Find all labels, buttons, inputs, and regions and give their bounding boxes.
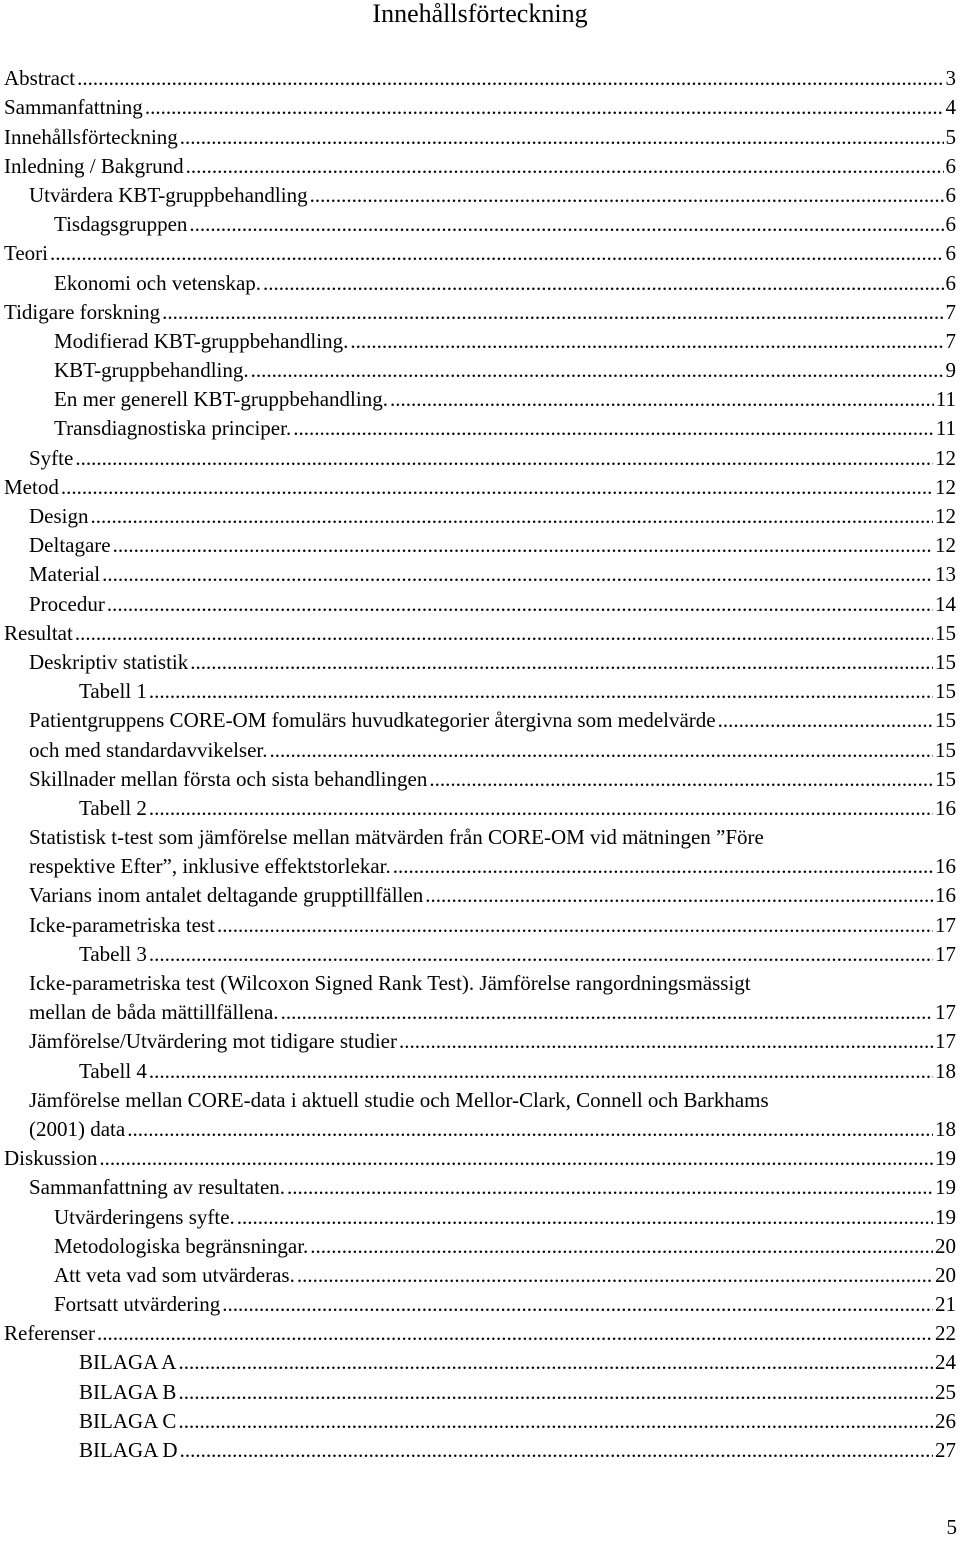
toc-leader-dots — [425, 881, 933, 910]
toc-leader-dots — [61, 473, 933, 502]
toc-entry-page: 24 — [935, 1350, 956, 1375]
toc-entry-title: Tabell 2 — [79, 795, 147, 820]
toc-entry-page: 13 — [935, 562, 956, 587]
toc-entry[interactable] — [0, 473, 960, 502]
toc-entry[interactable] — [0, 64, 960, 93]
toc-entry-title: Icke-parametriska test — [29, 912, 215, 937]
toc-entry[interactable] — [0, 1056, 960, 1085]
toc-leader-dots — [149, 940, 933, 969]
toc-entry-page: 3 — [945, 66, 956, 91]
toc-entry-page: 16 — [935, 883, 956, 908]
toc-entry[interactable] — [0, 881, 960, 910]
toc-leader-dots — [287, 1173, 933, 1202]
toc-leader-dots — [149, 1057, 933, 1086]
toc-leader-dots — [190, 648, 933, 677]
toc-entry-title: Tabell 1 — [79, 679, 147, 704]
toc-leader-dots — [281, 998, 933, 1027]
toc-entry-title: Deltagare — [29, 533, 111, 558]
toc-entry-page: 6 — [945, 241, 956, 266]
toc-entry[interactable] — [0, 735, 960, 764]
toc-entry-title: BILAGA B — [79, 1379, 177, 1404]
toc-entry-page: 7 — [945, 299, 956, 324]
toc-entry-title: Teori — [4, 241, 49, 266]
toc-leader-dots — [718, 706, 933, 735]
toc-entry-page: 4 — [945, 95, 956, 120]
toc-leader-dots — [189, 210, 943, 239]
toc-leader-dots — [350, 327, 943, 356]
toc-entry-page: 20 — [935, 1262, 956, 1287]
toc-entry-title: Deskriptiv statistik — [29, 649, 189, 674]
toc-leader-dots — [113, 531, 933, 560]
toc-entry-title: Statistisk t-test som jämförelse mellan mätvärden från CORE-OM vid mätningen ”Före — [29, 825, 764, 850]
toc-entry-page: 17 — [935, 1000, 956, 1025]
toc-leader-dots — [91, 502, 934, 531]
toc-entry[interactable] — [0, 998, 960, 1027]
toc-entry-title: och med standardavvikelser. — [29, 737, 268, 762]
toc-leader-dots — [149, 677, 933, 706]
toc-entry-title: Utvärderingens syfte. — [54, 1204, 235, 1229]
toc-entry[interactable] — [0, 531, 960, 560]
toc-entry-page: 17 — [935, 1029, 956, 1054]
toc-entry-title: Metodologiska begränsningar. — [54, 1233, 309, 1258]
toc-leader-dots — [310, 1232, 933, 1261]
toc-leader-dots — [180, 1436, 933, 1465]
toc-entry[interactable] — [0, 152, 960, 181]
toc-entry[interactable] — [0, 706, 960, 735]
toc-entry[interactable] — [0, 794, 960, 823]
toc-entry-title: Abstract — [4, 66, 76, 91]
toc-entry-page: 9 — [945, 358, 956, 383]
toc-entry[interactable] — [0, 619, 960, 648]
toc-leader-dots — [399, 1027, 933, 1056]
toc-entry[interactable] — [0, 1436, 960, 1465]
toc-entry-title: mellan de båda mättillfällena. — [29, 1000, 279, 1025]
toc-leader-dots — [50, 239, 943, 268]
toc-entry-title: Sammanfattning av resultaten. — [29, 1175, 286, 1200]
toc-entry[interactable] — [0, 1232, 960, 1261]
toc-leader-dots — [217, 911, 933, 940]
toc-leader-dots — [186, 152, 944, 181]
toc-entry-title: En mer generell KBT-gruppbehandling. — [54, 387, 388, 412]
toc-entry[interactable] — [0, 1319, 960, 1348]
toc-entry-title: KBT-gruppbehandling. — [54, 358, 249, 383]
toc-entry-page: 16 — [935, 854, 956, 879]
toc-leader-dots — [178, 1348, 933, 1377]
toc-entry-title: Varians inom antalet deltagande grupptillfällen — [29, 883, 424, 908]
toc-entry[interactable] — [0, 823, 960, 852]
toc-entry-page: 12 — [935, 533, 956, 558]
toc-entry[interactable] — [0, 327, 960, 356]
toc-entry[interactable] — [0, 1261, 960, 1290]
toc-entry-title: Metod — [4, 474, 59, 499]
toc-leader-dots — [75, 619, 933, 648]
toc-entry-title: Sammanfattning — [4, 95, 143, 120]
toc-entry[interactable] — [0, 1086, 960, 1115]
toc-leader-dots — [263, 269, 943, 298]
toc-entry[interactable] — [0, 385, 960, 414]
toc-entry-page: 11 — [935, 416, 956, 441]
toc-leader-dots — [393, 852, 933, 881]
toc-entry[interactable] — [0, 1115, 960, 1144]
toc-entry-page: 15 — [935, 679, 956, 704]
toc-entry-page: 25 — [935, 1379, 956, 1404]
toc-entry-title: BILAGA C — [79, 1408, 177, 1433]
toc-entry[interactable] — [0, 93, 960, 122]
toc-entry[interactable] — [0, 502, 960, 531]
toc-entry-page: 6 — [945, 270, 956, 295]
toc-entry[interactable] — [0, 910, 960, 939]
toc-entry[interactable] — [0, 443, 960, 472]
toc-entry-page: 15 — [935, 737, 956, 762]
toc-entry[interactable] — [0, 181, 960, 210]
toc-entry-title: Resultat — [4, 620, 73, 645]
toc-leader-dots — [237, 1203, 933, 1232]
toc-entry-title: Referenser — [4, 1321, 95, 1346]
toc-leader-dots — [390, 385, 934, 414]
toc-entry-title: Utvärdera KBT-gruppbehandling — [29, 182, 308, 207]
toc-entry-title: Diskussion — [4, 1146, 98, 1171]
toc-entry-page: 11 — [935, 387, 956, 412]
page-number: 5 — [946, 1515, 957, 1539]
toc-entry-page: 15 — [935, 766, 956, 791]
toc-entry-title: Skillnader mellan första och sista behandlingen — [29, 766, 428, 791]
toc-leader-dots — [178, 1378, 933, 1407]
toc-entry-title: Tisdagsgruppen — [54, 212, 188, 237]
toc-leader-dots — [180, 123, 944, 152]
toc-entry-title: Fortsatt utvärdering — [54, 1292, 221, 1317]
toc-entry[interactable] — [0, 589, 960, 618]
toc-entry-page: 26 — [935, 1408, 956, 1433]
toc-entry-title: Ekonomi och vetenskap. — [54, 270, 262, 295]
toc-entry[interactable] — [0, 677, 960, 706]
toc-entry-title: Design — [29, 504, 89, 528]
toc-leader-dots — [99, 1144, 933, 1173]
toc-entry-page: 18 — [935, 1058, 956, 1083]
toc-entry-page: 22 — [935, 1321, 956, 1346]
toc-entry-title: Tidigare forskning — [4, 299, 161, 324]
toc-entry[interactable] — [0, 356, 960, 385]
toc-entry[interactable] — [0, 239, 960, 268]
toc-entry-page: 14 — [935, 591, 956, 616]
toc-entry-page: 20 — [935, 1233, 956, 1258]
toc-entry-page: 18 — [935, 1116, 956, 1141]
toc-leader-dots — [102, 560, 933, 589]
toc-entry-title: Tabell 4 — [79, 1058, 147, 1083]
toc-leader-dots — [178, 1407, 933, 1436]
toc-entry-page: 5 — [945, 124, 956, 149]
toc-entry-title: BILAGA D — [79, 1438, 178, 1462]
toc-entry-title: Jämförelse mellan CORE-data i aktuell studie och Mellor-Clark, Connell och Barkhams — [29, 1087, 769, 1112]
toc-entry[interactable] — [0, 1202, 960, 1231]
toc-leader-dots — [297, 1261, 933, 1290]
toc-entry-title: Att veta vad som utvärderas. — [54, 1262, 295, 1287]
toc-entry-page: 15 — [935, 649, 956, 674]
toc-leader-dots — [149, 794, 933, 823]
page-title: Innehållsförteckning — [372, 0, 588, 28]
toc-entry-title: respektive Efter”, inklusive effektstorlekar. — [29, 854, 391, 879]
toc-entry-title: Procedur — [29, 591, 105, 616]
toc-leader-dots — [429, 765, 933, 794]
toc-entry[interactable] — [0, 1173, 960, 1202]
toc-leader-dots — [293, 414, 934, 443]
table-of-contents — [0, 64, 960, 1465]
toc-entry-page: 12 — [935, 504, 956, 528]
toc-entry[interactable] — [0, 1027, 960, 1056]
toc-entry[interactable] — [0, 1348, 960, 1377]
toc-entry[interactable] — [0, 765, 960, 794]
toc-entry[interactable] — [0, 940, 960, 969]
toc-entry-title: (2001) data — [29, 1116, 126, 1141]
toc-entry-page: 17 — [935, 941, 956, 966]
toc-entry[interactable] — [0, 268, 960, 297]
toc-entry-title: BILAGA A — [79, 1350, 177, 1375]
toc-entry-title: Syfte — [29, 445, 74, 470]
toc-leader-dots — [127, 1115, 933, 1144]
toc-entry-page: 15 — [935, 620, 956, 645]
toc-entry-title: Material — [29, 562, 101, 587]
toc-leader-dots — [162, 298, 943, 327]
toc-leader-dots — [270, 736, 933, 765]
toc-entry-title: Modifierad KBT-gruppbehandling. — [54, 328, 349, 353]
toc-entry[interactable] — [0, 852, 960, 881]
toc-leader-dots — [75, 444, 933, 473]
toc-leader-dots — [310, 181, 944, 210]
toc-entry[interactable] — [0, 1290, 960, 1319]
toc-entry-title: Icke-parametriska test (Wilcoxon Signed Rank Test). Jämförelse rangordningsmässigt — [29, 971, 751, 995]
toc-leader-dots — [222, 1290, 933, 1319]
toc-entry[interactable] — [0, 969, 960, 998]
toc-entry[interactable] — [0, 298, 960, 327]
toc-entry[interactable] — [0, 648, 960, 677]
toc-entry[interactable] — [0, 1407, 960, 1436]
toc-leader-dots — [97, 1319, 933, 1348]
toc-entry-page: 21 — [935, 1292, 956, 1317]
toc-entry-page: 19 — [935, 1204, 956, 1229]
toc-entry-page: 6 — [945, 212, 956, 237]
toc-entry-page: 16 — [935, 795, 956, 820]
toc-entry-page: 12 — [935, 474, 956, 499]
toc-entry-page: 6 — [945, 153, 956, 178]
toc-entry-page: 15 — [935, 708, 956, 733]
toc-entry-page: 17 — [935, 912, 956, 937]
toc-leader-dots — [77, 64, 943, 93]
toc-leader-dots — [107, 590, 933, 619]
toc-entry[interactable] — [0, 1144, 960, 1173]
toc-leader-dots — [251, 356, 944, 385]
toc-entry[interactable] — [0, 210, 960, 239]
toc-entry-title: Innehållsförteckning — [4, 124, 178, 149]
toc-entry[interactable] — [0, 560, 960, 589]
toc-entry-page: 12 — [935, 445, 956, 470]
toc-entry-page: 19 — [935, 1146, 956, 1171]
toc-entry-page: 6 — [945, 182, 956, 207]
toc-entry-title: Jämförelse/Utvärdering mot tidigare studier — [29, 1029, 397, 1054]
toc-entry[interactable] — [0, 122, 960, 151]
toc-entry-title: Transdiagnostiska principer. — [54, 416, 292, 441]
toc-entry-title: Inledning / Bakgrund — [4, 153, 184, 178]
toc-entry-title: Tabell 3 — [79, 941, 147, 966]
toc-entry[interactable] — [0, 414, 960, 443]
toc-entry[interactable] — [0, 1377, 960, 1406]
toc-entry-page: 19 — [935, 1175, 956, 1200]
toc-entry-page: 27 — [935, 1438, 956, 1462]
toc-entry-title: Patientgruppens CORE-OM fomulärs huvudkategorier återgivna som medelvärde — [29, 708, 716, 733]
toc-entry-page: 7 — [945, 328, 956, 353]
toc-leader-dots — [145, 93, 944, 122]
